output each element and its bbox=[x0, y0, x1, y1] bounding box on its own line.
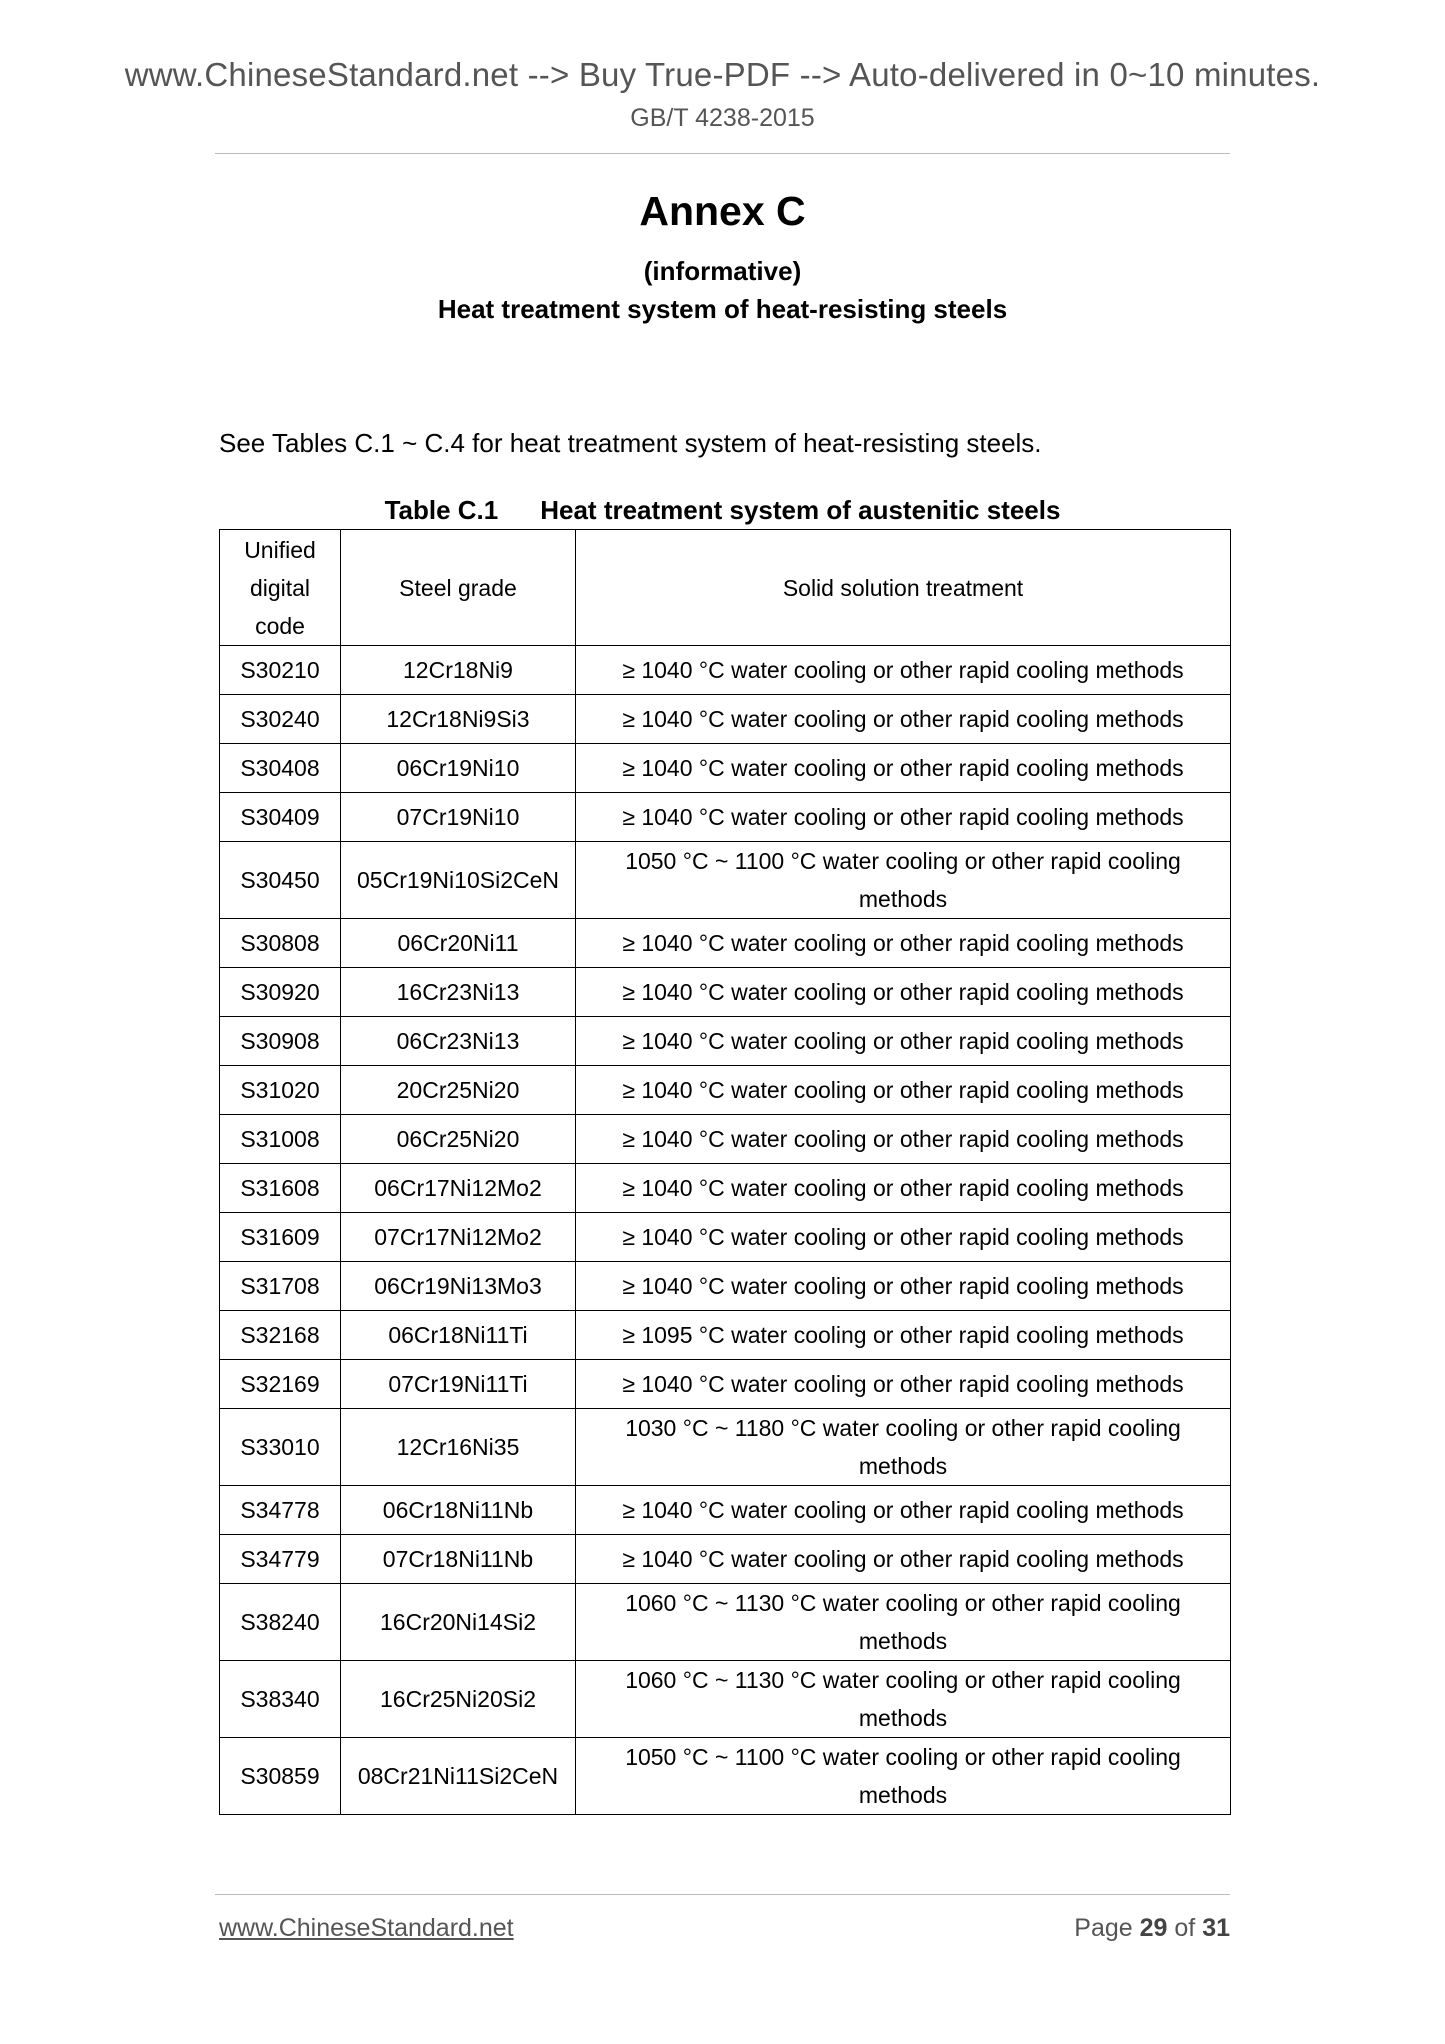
table-row bbox=[220, 1311, 1231, 1360]
annex-type: (informative) bbox=[643, 256, 802, 286]
cell-grade: 06Cr23Ni13 bbox=[341, 1017, 576, 1066]
cell-grade: 08Cr21Ni11Si2CeN bbox=[341, 1738, 576, 1815]
cell-code: S31008 bbox=[220, 1115, 341, 1164]
cell-code: S30408 bbox=[220, 744, 341, 793]
cell-code: S32169 bbox=[220, 1360, 341, 1409]
table-row bbox=[220, 1738, 1231, 1815]
cell-code: S30240 bbox=[220, 695, 341, 744]
table-row bbox=[220, 1661, 1231, 1738]
table-row bbox=[220, 1409, 1231, 1486]
cell-treatment: ≥ 1040 °C water cooling or other rapid cooling methods bbox=[576, 919, 1231, 968]
table-row bbox=[220, 1164, 1231, 1213]
intro-paragraph: See Tables C.1 ~ C.4 for heat treatment system of heat-resisting steels. bbox=[219, 428, 1042, 458]
cell-grade: 12Cr18Ni9 bbox=[341, 646, 576, 695]
cell-grade: 07Cr18Ni11Nb bbox=[341, 1535, 576, 1584]
cell-grade: 16Cr25Ni20Si2 bbox=[341, 1661, 576, 1738]
cell-grade: 07Cr19Ni11Ti bbox=[341, 1360, 576, 1409]
page-total: 31 bbox=[1202, 1914, 1230, 1942]
cell-treatment: ≥ 1040 °C water cooling or other rapid cooling methods bbox=[576, 1115, 1231, 1164]
cell-treatment: ≥ 1040 °C water cooling or other rapid cooling methods bbox=[576, 1535, 1231, 1584]
cell-grade: 06Cr19Ni13Mo3 bbox=[341, 1262, 576, 1311]
table-row bbox=[220, 695, 1231, 744]
cell-treatment: ≥ 1040 °C water cooling or other rapid cooling methods bbox=[576, 744, 1231, 793]
cell-code: S30450 bbox=[220, 842, 341, 919]
cell-code: S31608 bbox=[220, 1164, 341, 1213]
cell-code: S30859 bbox=[220, 1738, 341, 1815]
cell-grade: 06Cr20Ni11 bbox=[341, 919, 576, 968]
cell-treatment: 1060 °C ~ 1130 °C water cooling or other rapid cooling methods bbox=[576, 1584, 1231, 1661]
header-divider bbox=[215, 153, 1230, 154]
header-code-line3: code bbox=[255, 612, 305, 639]
cell-treatment: 1050 °C ~ 1100 °C water cooling or other rapid cooling methods bbox=[576, 842, 1231, 919]
cell-grade: 12Cr16Ni35 bbox=[341, 1409, 576, 1486]
cell-code: S31609 bbox=[220, 1213, 341, 1262]
table-row bbox=[220, 1213, 1231, 1262]
cell-grade: 16Cr20Ni14Si2 bbox=[341, 1584, 576, 1661]
heat-treatment-table bbox=[219, 529, 1231, 1815]
cell-grade: 06Cr17Ni12Mo2 bbox=[341, 1164, 576, 1213]
page-of: of bbox=[1174, 1914, 1196, 1942]
cell-code: S34778 bbox=[220, 1486, 341, 1535]
cell-treatment: ≥ 1040 °C water cooling or other rapid cooling methods bbox=[576, 793, 1231, 842]
cell-code: S30210 bbox=[220, 646, 341, 695]
page-current: 29 bbox=[1139, 1914, 1168, 1942]
table-row bbox=[220, 1066, 1231, 1115]
cell-treatment: ≥ 1040 °C water cooling or other rapid cooling methods bbox=[576, 1262, 1231, 1311]
table-row bbox=[220, 1535, 1231, 1584]
page-label: Page bbox=[1074, 1914, 1133, 1942]
header-code-line1: Unified bbox=[244, 536, 316, 563]
cell-code: S38340 bbox=[220, 1661, 341, 1738]
annex-subtitle: Heat treatment system of heat-resisting steels bbox=[437, 294, 1008, 324]
table-row bbox=[220, 1360, 1231, 1409]
cell-grade: 20Cr25Ni20 bbox=[341, 1066, 576, 1115]
cell-treatment: ≥ 1040 °C water cooling or other rapid cooling methods bbox=[576, 646, 1231, 695]
footer-site-link[interactable]: www.ChineseStandard.net bbox=[219, 1914, 514, 1942]
cell-treatment: ≥ 1095 °C water cooling or other rapid cooling methods bbox=[576, 1311, 1231, 1360]
table-row bbox=[220, 646, 1231, 695]
annex-title: Annex C bbox=[639, 188, 806, 234]
standard-code: GB/T 4238-2015 bbox=[630, 104, 815, 132]
cell-treatment: ≥ 1040 °C water cooling or other rapid cooling methods bbox=[576, 1164, 1231, 1213]
footer-divider bbox=[215, 1894, 1230, 1895]
cell-code: S33010 bbox=[220, 1409, 341, 1486]
cell-code: S34779 bbox=[220, 1535, 341, 1584]
cell-grade: 07Cr19Ni10 bbox=[341, 793, 576, 842]
table-caption-number: Table C.1 bbox=[384, 495, 499, 525]
cell-code: S30409 bbox=[220, 793, 341, 842]
cell-treatment: ≥ 1040 °C water cooling or other rapid cooling methods bbox=[576, 1017, 1231, 1066]
header-unified-digital-code bbox=[220, 530, 341, 646]
header-code-line2: digital bbox=[249, 574, 311, 601]
cell-code: S30908 bbox=[220, 1017, 341, 1066]
table-row bbox=[220, 744, 1231, 793]
table-row bbox=[220, 793, 1231, 842]
cell-treatment: ≥ 1040 °C water cooling or other rapid cooling methods bbox=[576, 1213, 1231, 1262]
cell-treatment: ≥ 1040 °C water cooling or other rapid cooling methods bbox=[576, 695, 1231, 744]
header-steel-grade: Steel grade bbox=[341, 530, 576, 646]
cell-treatment: 1050 °C ~ 1100 °C water cooling or other rapid cooling methods bbox=[576, 1738, 1231, 1815]
cell-code: S31708 bbox=[220, 1262, 341, 1311]
cell-grade: 12Cr18Ni9Si3 bbox=[341, 695, 576, 744]
header-solid-solution-treatment: Solid solution treatment bbox=[576, 530, 1231, 646]
cell-code: S32168 bbox=[220, 1311, 341, 1360]
cell-treatment: 1060 °C ~ 1130 °C water cooling or other rapid cooling methods bbox=[576, 1661, 1231, 1738]
cell-code: S31020 bbox=[220, 1066, 341, 1115]
cell-code: S30808 bbox=[220, 919, 341, 968]
table-row bbox=[220, 968, 1231, 1017]
cell-grade: 06Cr25Ni20 bbox=[341, 1115, 576, 1164]
cell-treatment: 1030 °C ~ 1180 °C water cooling or other rapid cooling methods bbox=[576, 1409, 1231, 1486]
table-row bbox=[220, 1262, 1231, 1311]
cell-grade: 07Cr17Ni12Mo2 bbox=[341, 1213, 576, 1262]
cell-code: S38240 bbox=[220, 1584, 341, 1661]
table-row bbox=[220, 919, 1231, 968]
table-caption bbox=[0, 495, 1445, 526]
header-banner: www.ChineseStandard.net --> Buy True-PDF --> Auto-delivered in 0~10 minutes. bbox=[124, 56, 1321, 93]
page-indicator bbox=[1074, 1914, 1230, 1943]
table-row bbox=[220, 1017, 1231, 1066]
table-row bbox=[220, 842, 1231, 919]
cell-grade: 16Cr23Ni13 bbox=[341, 968, 576, 1017]
cell-grade: 06Cr18Ni11Nb bbox=[341, 1486, 576, 1535]
cell-grade: 05Cr19Ni10Si2CeN bbox=[341, 842, 576, 919]
table-row bbox=[220, 1115, 1231, 1164]
table-caption-title: Heat treatment system of austenitic steels bbox=[540, 495, 1061, 525]
cell-treatment: ≥ 1040 °C water cooling or other rapid cooling methods bbox=[576, 968, 1231, 1017]
table-row bbox=[220, 1486, 1231, 1535]
cell-grade: 06Cr19Ni10 bbox=[341, 744, 576, 793]
table-header-row bbox=[220, 530, 1231, 646]
cell-treatment: ≥ 1040 °C water cooling or other rapid cooling methods bbox=[576, 1486, 1231, 1535]
cell-grade: 06Cr18Ni11Ti bbox=[341, 1311, 576, 1360]
cell-code: S30920 bbox=[220, 968, 341, 1017]
table-row bbox=[220, 1584, 1231, 1661]
cell-treatment: ≥ 1040 °C water cooling or other rapid cooling methods bbox=[576, 1066, 1231, 1115]
cell-treatment: ≥ 1040 °C water cooling or other rapid cooling methods bbox=[576, 1360, 1231, 1409]
